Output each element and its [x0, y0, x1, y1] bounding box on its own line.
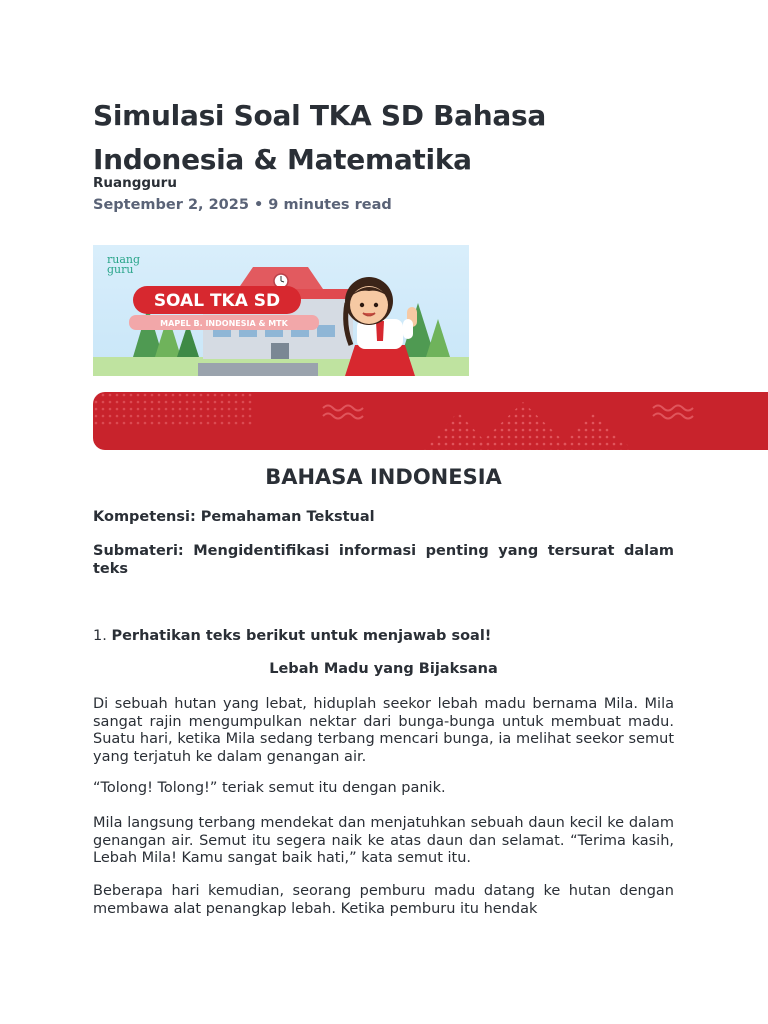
story-paragraph: Mila langsung terbang mendekat dan menjatuhkan sebuah daun kecil ke dalam genangan air. Semut itu segera naik ke atas daun dan selamat. “Terima kasih, Lebah Mila! Kamu sangat baik hati,” kata semut itu. [93, 815, 674, 866]
section-title: BAHASA INDONESIA [265, 465, 502, 489]
story-paragraph: “Tolong! Tolong!” teriak semut itu dengan panik. [93, 780, 446, 796]
hero-image [93, 245, 469, 376]
student-girl-icon [345, 277, 417, 376]
ruangguru-logo: ruang [107, 253, 141, 266]
ruangguru-logo-line2: guru [107, 263, 134, 276]
hero-subheadline: MAPEL B. INDONESIA & MTK [160, 319, 288, 328]
instruction-text: Perhatikan teks berikut untuk menjawab soal! [111, 628, 492, 644]
article-title: Simulasi Soal TKA SD Bahasa Indonesia & Matematika [93, 99, 546, 176]
question-instruction [93, 628, 674, 646]
story-paragraph: Beberapa hari kemudian, seorang pemburu madu datang ke hutan dengan membawa alat penangkap lebah. Ketika pemburu itu hendak [93, 883, 674, 917]
publish-meta: September 2, 2025 • 9 minutes read [93, 197, 392, 213]
hero-headline: SOAL TKA SD [153, 291, 281, 311]
kompetensi-label: Kompetensi: Pemahaman Tekstual [93, 509, 375, 525]
submateri-label: Submateri: Mengidentifikasi informasi penting yang tersurat dalam teks [93, 543, 674, 577]
question-number: 1. [93, 628, 107, 644]
story-paragraph: Di sebuah hutan yang lebat, hiduplah seekor lebah madu bernama Mila. Mila sangat rajin mengumpulkan nektar dari bunga-bunga untuk membuat madu. Suatu hari, ketika Mila sedang terbang mencari bunga, ia melihat seekor semut yang terjatuh ke dalam genangan air. [93, 696, 674, 765]
author-name[interactable]: Ruangguru [93, 175, 177, 191]
story-title: Lebah Madu yang Bijaksana [269, 661, 498, 677]
hero-illustration [93, 245, 469, 376]
decorative-banner [93, 392, 768, 450]
banner-pattern [93, 392, 768, 450]
